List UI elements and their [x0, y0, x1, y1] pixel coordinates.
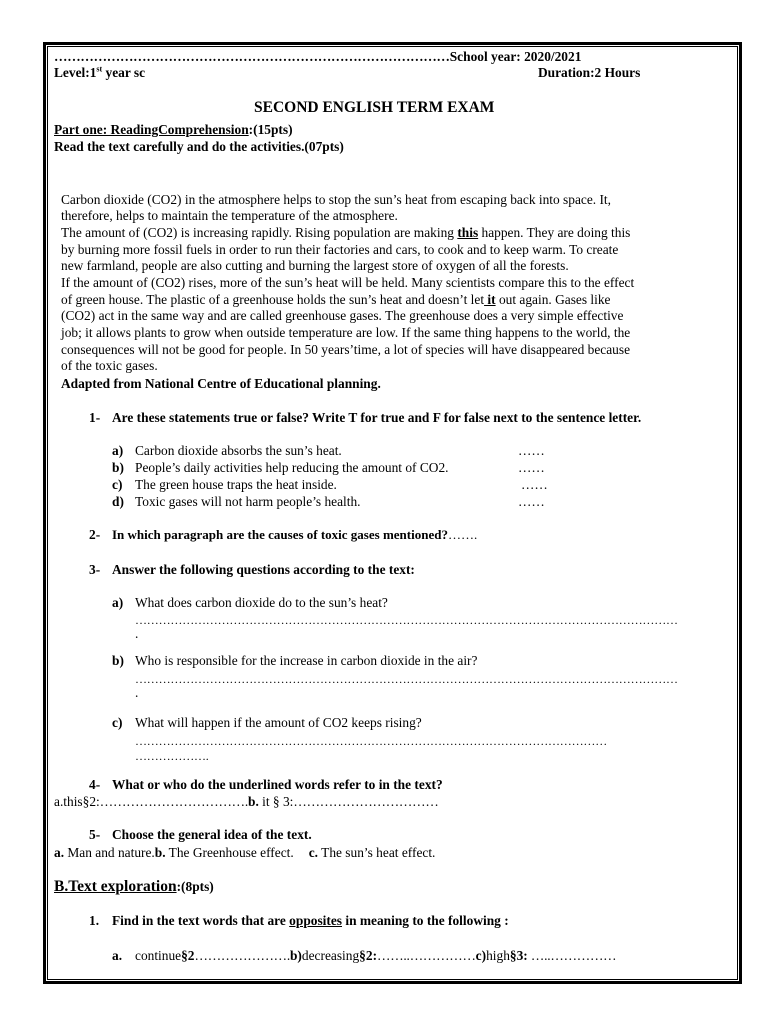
- item-c-letter: c): [475, 948, 487, 963]
- reference-a-blank[interactable]: …………………………….: [99, 794, 248, 809]
- answer-line[interactable]: ……………….: [135, 749, 209, 763]
- option-a-letter: a.: [54, 845, 65, 860]
- word-continue-blank[interactable]: ………………….: [194, 948, 290, 963]
- answer-blank[interactable]: ……: [518, 494, 545, 509]
- part-b-points: :(8pts): [176, 879, 214, 894]
- statement-text: Carbon dioxide absorbs the sun’s heat.: [135, 443, 342, 458]
- option-b-text[interactable]: The Greenhouse effect.: [165, 845, 294, 860]
- question-3-number: 3-: [89, 562, 101, 577]
- instruction-emphasis: opposites: [289, 913, 343, 928]
- part-one-instruction: Read the text carefully and do the activities.(07pts): [54, 139, 344, 154]
- instruction-text: Find in the text words that are: [112, 913, 290, 928]
- question-5-text: Choose the general idea of the text.: [112, 827, 312, 842]
- word-decreasing-blank[interactable]: ……..……………: [377, 948, 476, 963]
- level: [54, 65, 145, 81]
- passage-text: of green house. The plastic of a greenhouse holds the sun’s heat and doesn’t let: [61, 292, 485, 307]
- level-prefix: Level:1: [54, 65, 97, 80]
- question-2-number: 2-: [89, 527, 101, 542]
- reference-b-label: it § 3:: [258, 794, 294, 809]
- passage-line: of the toxic gases.: [61, 358, 158, 373]
- statement-letter: b): [112, 460, 124, 475]
- statement-text: Toxic gases will not harm people’s health.: [135, 494, 361, 509]
- sub-question-letter: a): [112, 595, 124, 610]
- word-decreasing: decreasing: [301, 948, 360, 963]
- exercise-1-item-letter: a.: [112, 948, 123, 963]
- answer-line[interactable]: …………………………………………………………………………………………………………………………: [135, 613, 678, 627]
- sub-question-text: What will happen if the amount of CO2 keeps rising?: [135, 715, 422, 730]
- level-superscript: st: [96, 64, 103, 74]
- passage-text: The amount of (CO2) is increasing rapidly. Rising population are making: [61, 225, 458, 240]
- instruction-text: in meaning to the following :: [342, 913, 509, 928]
- answer-line-end: .: [135, 626, 139, 641]
- opposites-row: [135, 948, 616, 964]
- part-b-heading: [54, 879, 214, 895]
- statement-text: The green house traps the heat inside.: [135, 477, 337, 492]
- reference-a-label: a.this§2:: [54, 794, 100, 809]
- question-2: [112, 527, 477, 543]
- question-1-text: Are these statements true or false? Write T for true and F for false next to the sentence letter.: [112, 410, 642, 425]
- statement-letter: a): [112, 443, 124, 458]
- passage-line: therefore, helps to maintain the temperature of the atmosphere.: [61, 208, 398, 223]
- word-continue: continue: [135, 948, 182, 963]
- school-year: School year: 2020/2021: [449, 49, 582, 64]
- option-c-text[interactable]: The sun’s heat effect.: [318, 845, 436, 860]
- passage-text: happen. They are doing this: [478, 225, 631, 240]
- school-dots: ………………………………………………………………………………: [54, 49, 450, 64]
- word-high: high: [486, 948, 510, 963]
- question-5-options: [54, 845, 435, 861]
- sub-question-letter: b): [112, 653, 124, 668]
- passage-source: Adapted from National Centre of Educational planning.: [61, 376, 381, 391]
- reference-b-blank[interactable]: ……………………………: [293, 794, 439, 809]
- underlined-word-this: this: [457, 225, 479, 240]
- passage-line: If the amount of (CO2) rises, more of the sun’s heat will be held. Many scientists compare this to the effect: [61, 275, 635, 290]
- question-4-text: What or who do the underlined words refer to in the text?: [112, 777, 443, 792]
- passage-text: out again. Gases like: [495, 292, 611, 307]
- question-2-answer-blank[interactable]: …….: [447, 527, 478, 542]
- passage-line: [61, 292, 611, 308]
- statement-text: People’s daily activities help reducing the amount of CO2.: [135, 460, 449, 475]
- reference-b-letter: b.: [248, 794, 259, 809]
- statement-letter: c): [112, 477, 123, 492]
- part-one-heading: [54, 122, 293, 138]
- underlined-word-it: it: [484, 292, 496, 307]
- sub-question-letter: c): [112, 715, 123, 730]
- statement-letter: d): [112, 494, 124, 509]
- exam-title: SECOND ENGLISH TERM EXAM: [254, 99, 495, 116]
- word-continue-ref: §2: [181, 948, 195, 963]
- part-b-title: B.Text exploration: [54, 878, 177, 895]
- question-2-text: In which paragraph are the causes of toxic gases mentioned?: [112, 527, 448, 542]
- question-4-number: 4-: [89, 777, 101, 792]
- question-5-number: 5-: [89, 827, 101, 842]
- word-decreasing-ref: §2:: [359, 948, 378, 963]
- passage-line: [61, 225, 630, 241]
- level-suffix: year sc: [102, 65, 146, 80]
- sub-question-text: What does carbon dioxide do to the sun’s heat?: [135, 595, 388, 610]
- passage-line: Carbon dioxide (CO2) in the atmosphere helps to stop the sun’s heat from escaping back into space. It,: [61, 192, 612, 207]
- answer-line[interactable]: …………………………………………………………………………………………………………………………: [135, 672, 678, 686]
- item-b-letter: b): [289, 948, 302, 963]
- word-high-ref: §3:: [509, 948, 528, 963]
- option-b-letter: b.: [154, 845, 166, 860]
- question-4-answers: [54, 794, 439, 810]
- part-one-points: :(15pts): [248, 122, 293, 137]
- answer-blank[interactable]: ……: [518, 460, 545, 475]
- passage-line: (CO2) act in the same way and are called greenhouse gases. The greenhouse does a very simple effective: [61, 308, 624, 323]
- answer-line[interactable]: …………………………………………………………………………………………………………: [135, 734, 608, 748]
- exercise-1-number: 1.: [89, 913, 100, 928]
- word-high-blank[interactable]: …..……………: [527, 948, 617, 963]
- answer-blank[interactable]: ……: [521, 477, 548, 492]
- answer-blank[interactable]: ……: [518, 443, 545, 458]
- sub-question-text: Who is responsible for the increase in carbon dioxide in the air?: [135, 653, 478, 668]
- passage-line: job; it allows plants to grow when outside temperature are low. If the same thing happens to the world, the: [61, 325, 631, 340]
- question-1-number: 1-: [89, 410, 101, 425]
- passage-line: consequences will not be good for people. In 50 years’time, a lot of species will have disappeared because: [61, 342, 631, 357]
- school-name-blank: [54, 49, 581, 65]
- part-one-title: Part one: ReadingComprehension: [54, 122, 249, 137]
- duration: Duration:2 Hours: [538, 65, 641, 80]
- question-3-text: Answer the following questions according to the text:: [112, 562, 415, 577]
- answer-line-end: .: [135, 685, 139, 700]
- passage-line: by burning more fossil fuels in order to run their factories and cars, to cook and to keep warm. To create: [61, 242, 619, 257]
- option-c-letter: c.: [308, 845, 319, 860]
- option-a-text[interactable]: Man and nature.: [64, 845, 155, 860]
- passage-line: new farmland, people are also cutting and burning the largest store of oxygen of all the forests.: [61, 258, 569, 273]
- exercise-1-instruction: [112, 913, 509, 929]
